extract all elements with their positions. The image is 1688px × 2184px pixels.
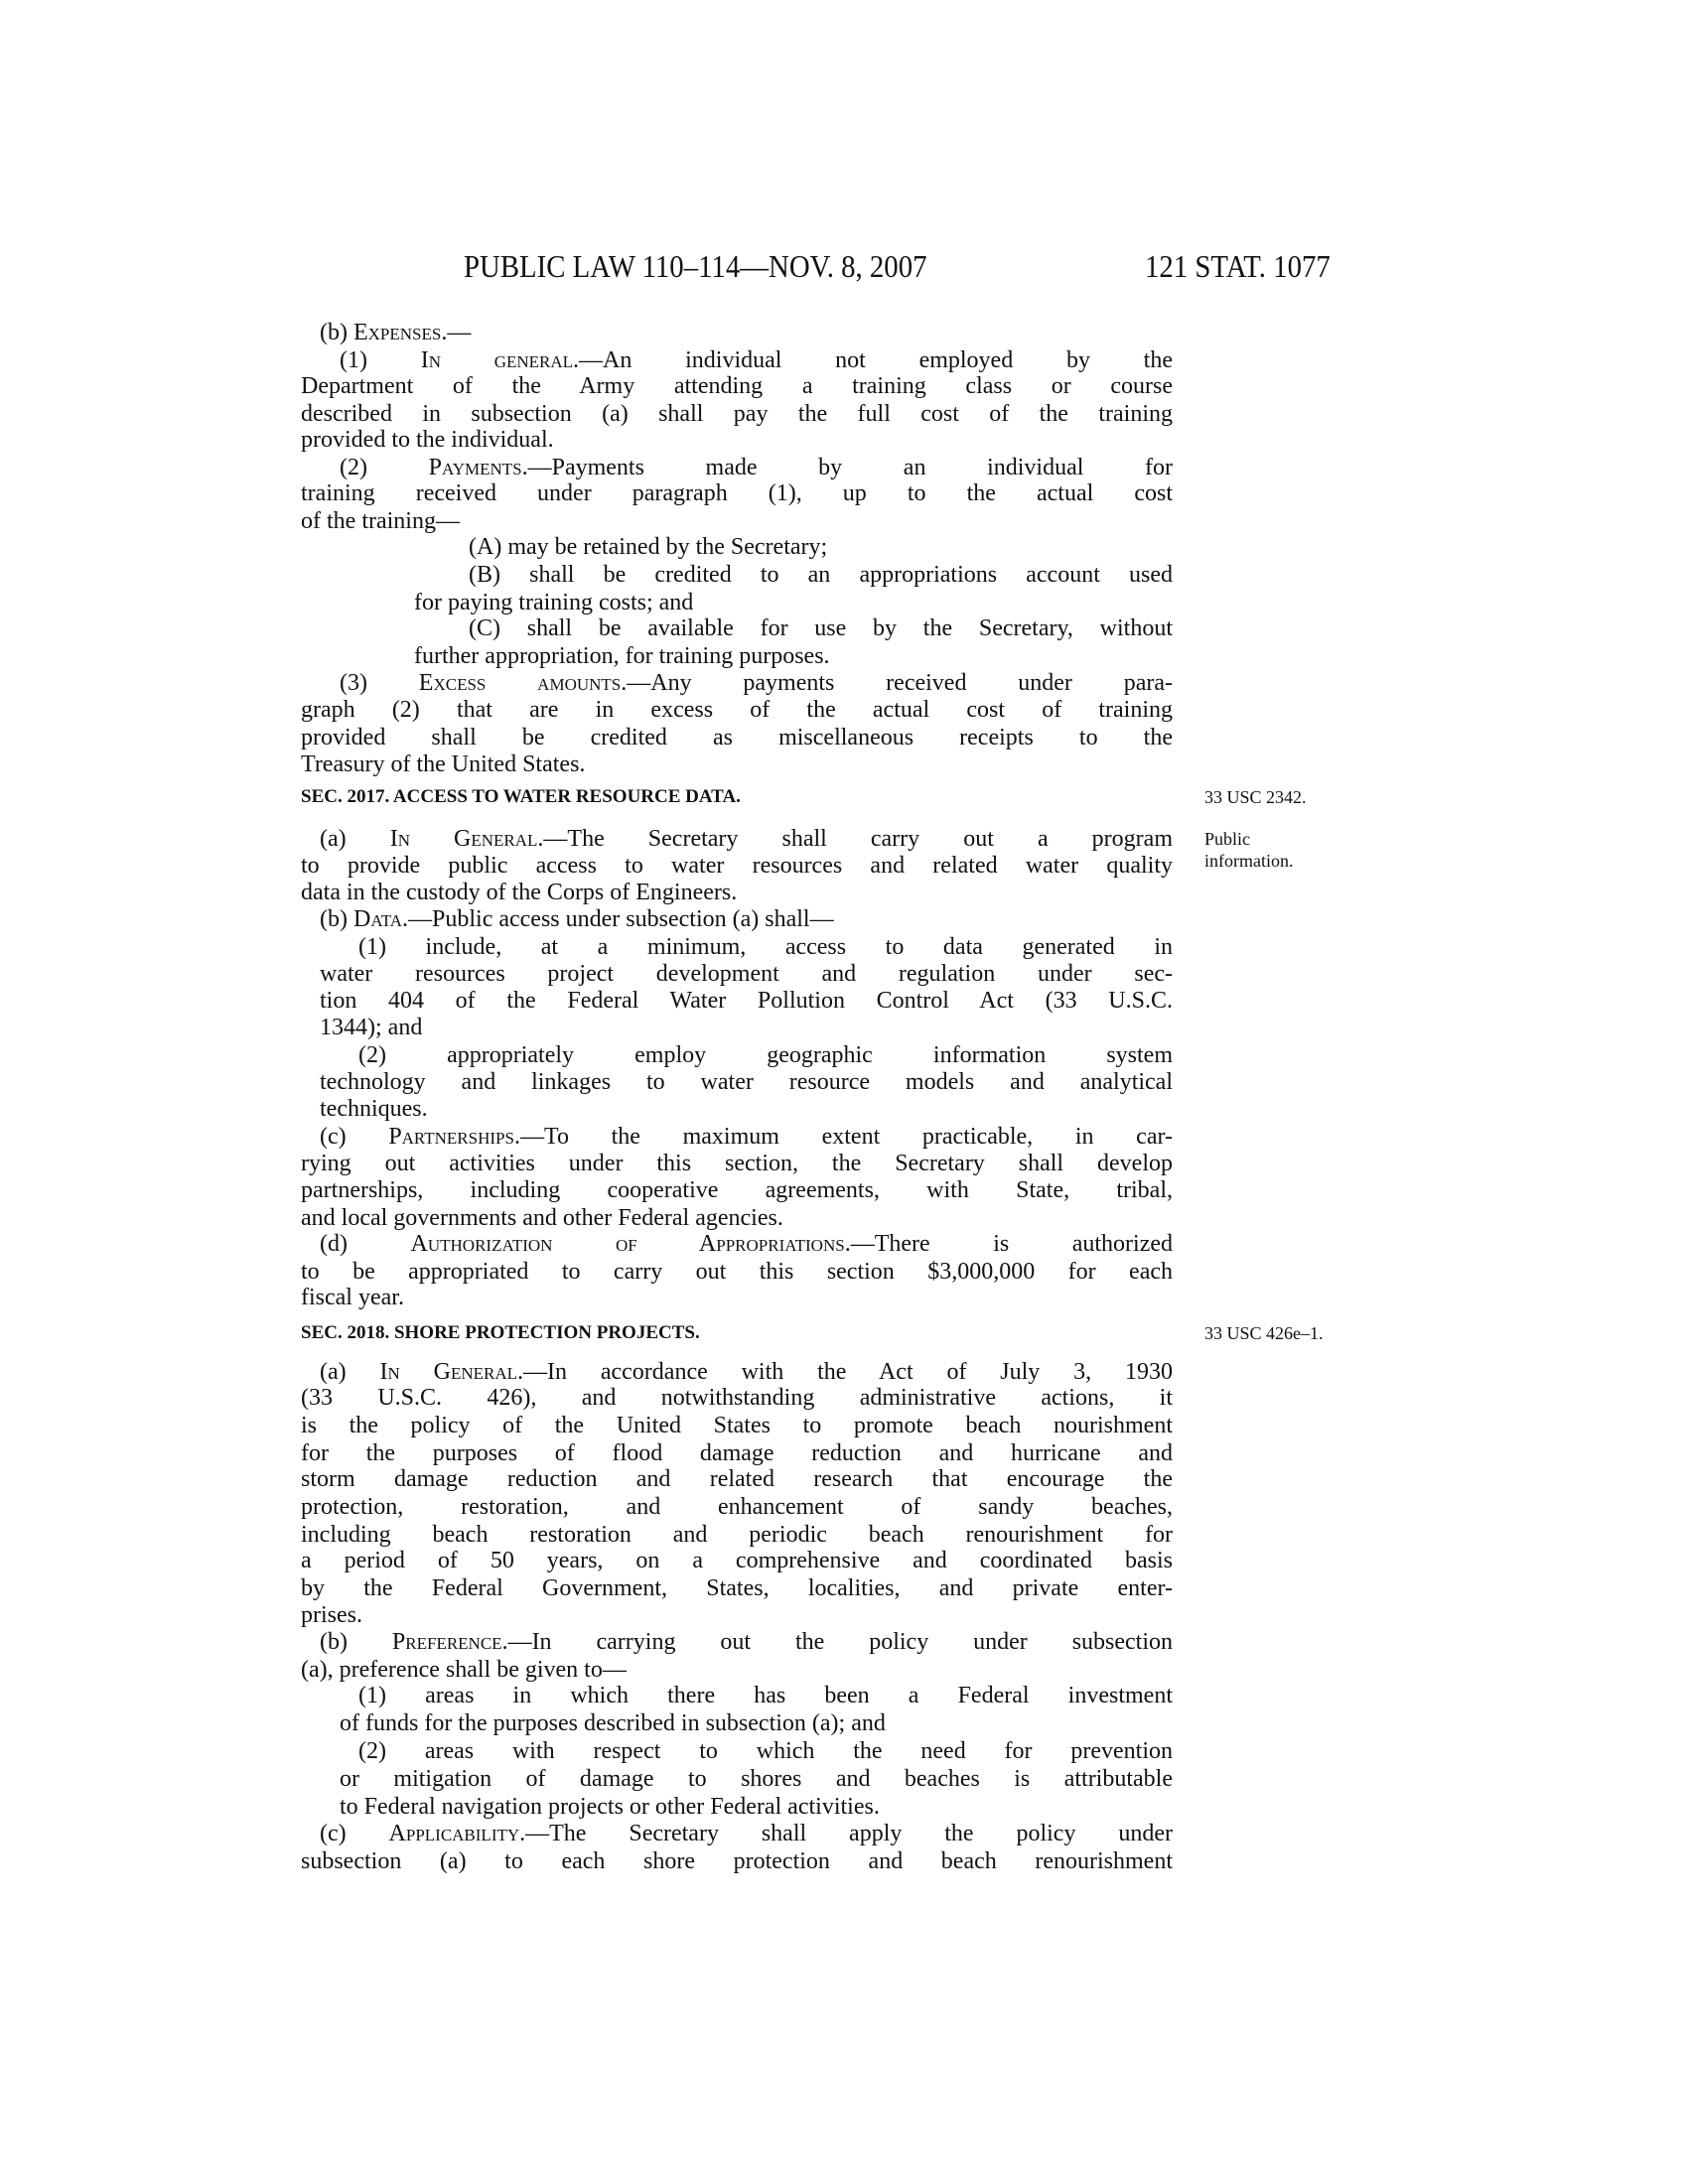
- margin-note-citation: 33 USC 426e–1.: [1204, 1323, 1324, 1343]
- paragraph-line: further appropriation, for training purposes.: [414, 643, 830, 669]
- paragraph-line: of the training—: [301, 508, 460, 534]
- text: Excess amounts: [418, 670, 622, 696]
- paragraph-line: to provide public access to water resources and related water quality: [301, 853, 1173, 879]
- paragraph-line: prises.: [301, 1602, 362, 1628]
- section-heading: SEC. 2017. ACCESS TO WATER RESOURCE DATA.: [301, 786, 741, 807]
- paragraph-line: described in subsection (a) shall pay the full cost of the training: [301, 401, 1173, 427]
- text: (a): [320, 1359, 380, 1385]
- text: (c): [320, 1124, 389, 1150]
- margin-note-citation: 33 USC 2342.: [1204, 787, 1307, 807]
- text: .—An individual not employed by the: [573, 347, 1173, 373]
- paragraph-line: by the Federal Government, States, localities, and private enter-: [301, 1575, 1173, 1601]
- paragraph-line: a period of 50 years, on a comprehensive and coordinated basis: [301, 1548, 1173, 1573]
- paragraph-line: [340, 669, 1173, 697]
- paragraph-line: (1) include, at a minimum, access to data generated in: [358, 934, 1173, 960]
- text: Partnerships: [388, 1124, 514, 1150]
- text: (1): [340, 347, 421, 373]
- paragraph-line: [320, 1358, 1173, 1386]
- paragraph-line: or mitigation of damage to shores and beaches is attributable: [340, 1766, 1173, 1792]
- paragraph-line: storm damage reduction and related research that encourage the: [301, 1466, 1173, 1492]
- paragraph-line: graph (2) that are in excess of the actual cost of training: [301, 697, 1173, 723]
- text: (a): [320, 826, 390, 852]
- section-heading: SEC. 2018. SHORE PROTECTION PROJECTS.: [301, 1322, 700, 1343]
- paragraph-line: training received under paragraph (1), up to the actual cost: [301, 480, 1173, 506]
- text: (b): [320, 906, 353, 932]
- paragraph-line: to Federal navigation projects or other Federal activities.: [340, 1794, 880, 1820]
- paragraph-line: protection, restoration, and enhancement of sandy beaches,: [301, 1494, 1173, 1520]
- margin-note-topic: information.: [1204, 851, 1294, 871]
- text: .—To the maximum extent practicable, in car-: [513, 1124, 1173, 1150]
- text: .—Payments made by an individual for: [521, 455, 1174, 480]
- text: .—The Secretary shall apply the policy under: [519, 1821, 1173, 1846]
- text: (b): [320, 320, 353, 345]
- text: .—The Secretary shall carry out a program: [537, 826, 1173, 852]
- running-head-title: PUBLIC LAW 110–114—NOV. 8, 2007: [464, 248, 927, 284]
- text: In general: [420, 347, 574, 373]
- text: .—Any payments received under para-: [621, 670, 1174, 696]
- paragraph-line: to be appropriated to carry out this section $3,000,000 for each: [301, 1259, 1173, 1285]
- paragraph-line: data in the custody of the Corps of Engineers.: [301, 880, 738, 905]
- paragraph-line: [340, 346, 1173, 374]
- paragraph-line: for the purposes of flood damage reduction and hurricane and: [301, 1440, 1173, 1466]
- paragraph-line: Department of the Army attending a training class or course: [301, 373, 1173, 399]
- paragraph-line: (2) appropriately employ geographic information system: [358, 1042, 1173, 1068]
- paragraph-line: water resources project development and regulation under sec-: [320, 961, 1173, 987]
- text: Preference: [391, 1629, 502, 1655]
- paragraph-line: [320, 825, 1173, 853]
- paragraph-line: techniques.: [320, 1096, 428, 1122]
- paragraph-line: subsection (a) to each shore protection and beach renourishment: [301, 1848, 1173, 1874]
- paragraph-line: fiscal year.: [301, 1285, 404, 1310]
- paragraph-line: [320, 1123, 1173, 1151]
- paragraph-line: for paying training costs; and: [414, 590, 694, 615]
- page-number: 121 STAT. 1077: [1145, 248, 1331, 284]
- paragraph-line: (a), preference shall be given to—: [301, 1657, 627, 1683]
- paragraph-line: of funds for the purposes described in subsection (a); and: [340, 1710, 886, 1736]
- text: Data: [352, 906, 403, 932]
- text: .—Public access under subsection (a) shall—: [402, 906, 834, 932]
- paragraph-line: [320, 905, 1173, 933]
- text: Applicability: [388, 1821, 520, 1846]
- margin-note-topic: Public: [1204, 829, 1251, 849]
- paragraph-line: is the policy of the United States to promote beach nourishment: [301, 1413, 1173, 1438]
- paragraph-line: partnerships, including cooperative agreements, with State, tribal,: [301, 1177, 1173, 1203]
- text: .—In accordance with the Act of July 3, 1930: [517, 1359, 1174, 1385]
- text: .—There is authorized: [844, 1231, 1174, 1257]
- paragraph-line: [320, 1230, 1173, 1258]
- paragraph-line: 1344); and: [320, 1015, 423, 1040]
- paragraph-line: (A) may be retained by the Secretary;: [469, 534, 828, 560]
- paragraph-line: (33 U.S.C. 426), and notwithstanding administrative actions, it: [301, 1385, 1173, 1411]
- text: (3): [340, 670, 419, 696]
- paragraph-line: provided to the individual.: [301, 427, 554, 453]
- text: Payments: [428, 455, 522, 480]
- text: (d): [320, 1231, 411, 1257]
- paragraph-line: Treasury of the United States.: [301, 751, 586, 777]
- paragraph-line: tion 404 of the Federal Water Pollution Control Act (33 U.S.C.: [320, 988, 1173, 1014]
- paragraph-line: [320, 1820, 1173, 1847]
- paragraph-line: [320, 1628, 1173, 1656]
- paragraph-line: (C) shall be available for use by the Secretary, without: [469, 615, 1173, 641]
- subsection-heading: [320, 319, 1173, 346]
- text: In General: [379, 1359, 517, 1385]
- paragraph-line: including beach restoration and periodic beach renourishment for: [301, 1522, 1173, 1548]
- paragraph-line: technology and linkages to water resource models and analytical: [320, 1069, 1173, 1095]
- paragraph-line: and local governments and other Federal agencies.: [301, 1205, 783, 1231]
- text: Authorization of Appropriations: [410, 1231, 845, 1257]
- text: Expenses: [352, 320, 442, 345]
- paragraph-line: (2) areas with respect to which the need for prevention: [358, 1738, 1173, 1764]
- text: .—: [441, 320, 472, 345]
- text: (b): [320, 1629, 392, 1655]
- text: .—In carrying out the policy under subsection: [501, 1629, 1174, 1655]
- paragraph-line: (B) shall be credited to an appropriations account used: [469, 562, 1173, 588]
- paragraph-line: rying out activities under this section, the Secretary shall develop: [301, 1151, 1173, 1176]
- text: (c): [320, 1821, 389, 1846]
- paragraph-line: provided shall be credited as miscellaneous receipts to the: [301, 725, 1173, 751]
- paragraph-line: (1) areas in which there has been a Federal investment: [358, 1683, 1173, 1708]
- paragraph-line: [340, 454, 1173, 481]
- text: In General: [389, 826, 538, 852]
- text: (2): [340, 455, 429, 480]
